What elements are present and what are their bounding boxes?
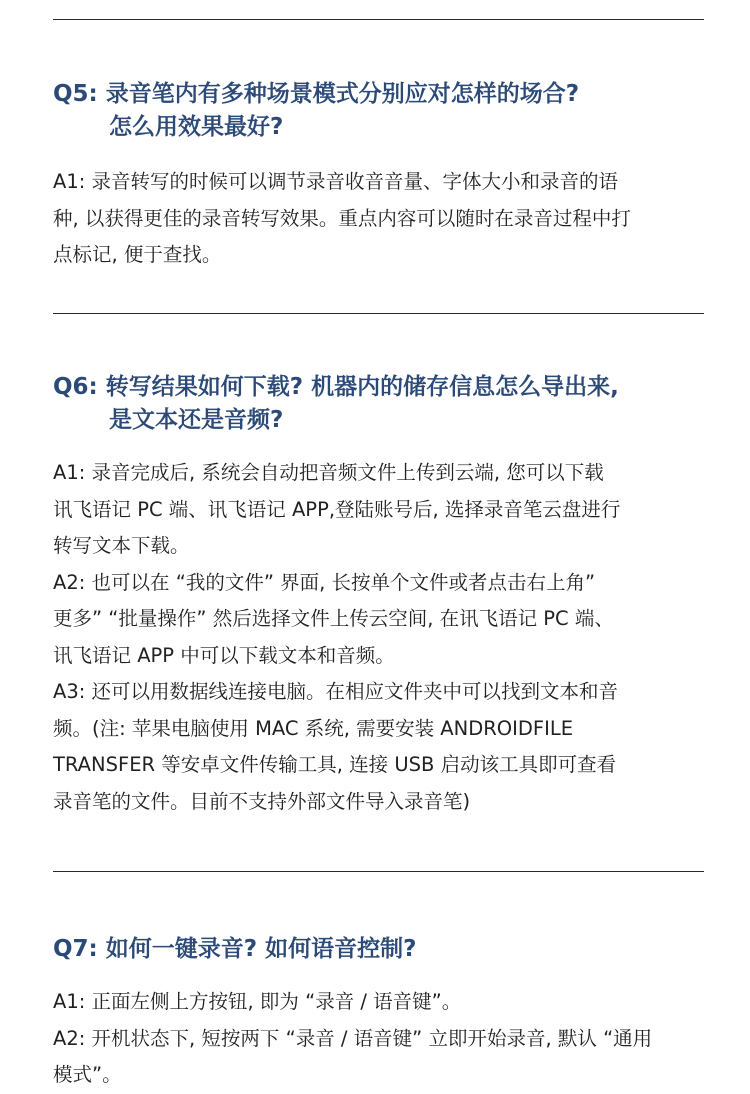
question-line: Q6: 转写结果如何下载? 机器内的储存信息怎么导出来, [53, 374, 619, 400]
answer-q6 [53, 455, 723, 820]
answer-line: A3: 还可以用数据线连接电脑。在相应文件夹中可以找到文本和音 [53, 680, 619, 703]
answer-line: 种, 以获得更佳的录音转写效果。重点内容可以随时在录音过程中打 [53, 206, 631, 230]
question-q7 [53, 933, 723, 966]
faq-section-q7 [53, 933, 723, 1094]
divider-q6 [53, 313, 704, 314]
faq-section-q6 [53, 371, 723, 820]
question-line: 是文本还是音频? [109, 407, 284, 433]
answer-line: A1: 录音完成后, 系统会自动把音频文件上传到云端, 您可以下载 [53, 461, 604, 484]
answer-line: TRANSFER 等安卓文件传输工具, 连接 USB 启动该工具即可查看 [53, 753, 617, 776]
question-line: Q7: 如何一键录音? 如何语音控制? [53, 936, 417, 962]
answer-q7 [53, 984, 723, 1094]
question-line: Q5: 录音笔内有多种场景模式分别应对怎样的场合? [53, 81, 580, 107]
answer-line: 转写文本下载。 [53, 534, 190, 557]
answer-line: 更多” “批量操作” 然后选择文件上传云空间, 在讯飞语记 PC 端、 [53, 607, 614, 630]
answer-line: A1: 正面左侧上方按钮, 即为 “录音 / 语音键”。 [53, 990, 462, 1013]
question-line: 怎么用效果最好? [109, 114, 284, 140]
answer-line: 点标记, 便于查找。 [53, 243, 222, 266]
answer-line: A2: 开机状态下, 短按两下 “录音 / 语音键” 立即开始录音, 默认 “通用 [53, 1026, 653, 1050]
answer-line: A1: 录音转写的时候可以调节录音收音音量、字体大小和录音的语 [53, 170, 619, 193]
answer-line: 讯飞语记 PC 端、讯飞语记 APP,登陆账号后, 选择录音笔云盘进行 [53, 497, 621, 521]
divider-q7 [53, 871, 704, 872]
question-q5 [53, 78, 723, 144]
question-q6 [53, 371, 723, 437]
answer-line: 模式”。 [53, 1063, 122, 1086]
faq-section-q5 [53, 78, 723, 274]
answer-line: 频。(注: 苹果电脑使用 MAC 系统, 需要安装 ANDROIDFILE [53, 716, 574, 740]
answer-line: A2: 也可以在 “我的文件” 界面, 长按单个文件或者点击右上角” [53, 570, 596, 594]
divider-top [53, 19, 704, 20]
answer-line: 讯飞语记 APP 中可以下载文本和音频。 [53, 643, 395, 667]
answer-line: 录音笔的文件。目前不支持外部文件导入录音笔) [53, 789, 471, 813]
answer-q5 [53, 164, 723, 274]
